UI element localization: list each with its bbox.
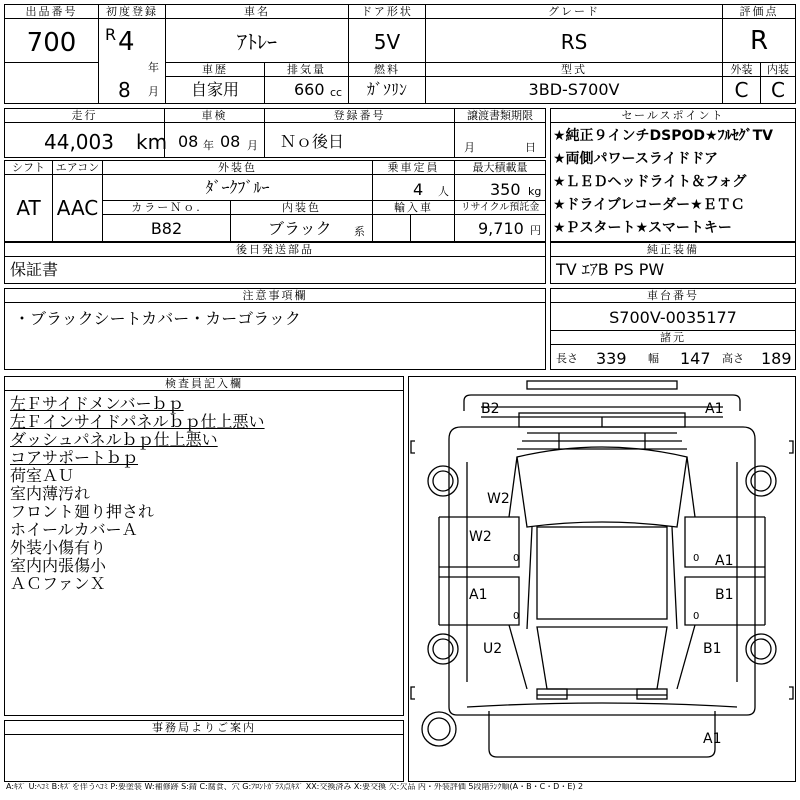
inspector-line-10: 室内内張傷小 <box>10 556 107 575</box>
small-0-2: 0 <box>693 553 700 564</box>
small-0-1: 0 <box>513 553 520 564</box>
history: 自家用 <box>190 80 239 99</box>
int-grade: C <box>771 78 785 102</box>
fuel: ｶﾞｿﾘﾝ <box>366 80 407 99</box>
int-label: 内装 <box>761 63 795 77</box>
dims-len: 339 <box>596 349 627 368</box>
inspect-label: 車検 <box>165 109 264 123</box>
dims-len-label: 長さ <box>556 352 578 365</box>
mark-w2-left-door: W2 <box>469 529 492 545</box>
reg-label: 初度登録 <box>99 5 165 19</box>
model: 3BD-S700V <box>528 80 620 99</box>
reg-era: R <box>105 25 117 44</box>
ac-label: エアコン <box>53 161 102 175</box>
regno: Ｎｏ後日 <box>280 132 345 151</box>
mark-u2: U2 <box>483 641 503 657</box>
notes-label: 注意事項欄 <box>5 289 545 303</box>
inspector-line-2: 左Ｆインサイドパネルｂｐ仕上悪い <box>10 412 265 431</box>
reg-month-unit: 月 <box>148 85 159 98</box>
inspector-line-6: 室内薄汚れ <box>10 484 91 503</box>
mileage-unit: km <box>136 130 168 154</box>
sales-points-label: セールスポイント <box>551 109 795 123</box>
color: ﾀﾞｰｸﾌﾞﾙｰ <box>205 178 270 197</box>
disp-label: 排気量 <box>265 63 348 77</box>
inspect-year: 08 <box>178 132 199 151</box>
color-label: 外装色 <box>103 161 372 175</box>
name-label: 車名 <box>166 5 348 19</box>
seats-unit: 人 <box>438 185 449 198</box>
inspector-line-1: 左Ｆサイドメンバーｂｐ <box>10 394 184 413</box>
later-parts-label: 後日発送部品 <box>5 243 545 257</box>
car-diagram <box>409 377 795 781</box>
small-0-3: 0 <box>513 611 520 622</box>
chassis: S700V-0035177 <box>609 308 737 327</box>
inspect-month: 08 <box>220 132 241 151</box>
grade-label: グレード <box>426 5 722 19</box>
mark-b2: B2 <box>481 401 500 417</box>
inspector-line-5: 荷室ＡＵ <box>10 466 75 485</box>
later-parts: 保証書 <box>10 260 59 279</box>
notes: ・ブラックシートカバー・カーゴラック <box>14 309 301 328</box>
mark-a1-left-rear: A1 <box>469 587 488 603</box>
inspector-line-9: 外装小傷有り <box>10 538 107 557</box>
seats: 4 <box>413 180 424 199</box>
displacement: 660 <box>294 80 325 99</box>
colorno: B82 <box>150 219 183 238</box>
inspector-line-11: ＡＣファンＸ <box>10 574 106 593</box>
reg-year-unit: 年 <box>148 61 159 74</box>
mileage: 44,003 <box>44 130 114 154</box>
small-0-4: 0 <box>693 611 700 622</box>
lot-number: 700 <box>26 28 77 58</box>
office-label: 事務局よりご案内 <box>5 721 403 735</box>
regno-label: 登録番号 <box>265 109 454 123</box>
mark-a1-front: A1 <box>705 401 724 417</box>
mark-a1-rear: A1 <box>703 731 722 747</box>
inspector-line-7: フロント廻り押され <box>10 502 155 521</box>
ext-label: 外装 <box>723 63 760 77</box>
legend: A:ｷｽﾞ U:ﾍｺﾐ B:ｷｽﾞを伴うﾍｺﾐ P:要塗装 W:補修跡 S:錆 C:腐食、穴 G:ﾌﾛﾝﾄｶﾞﾗｽ点ｷｽﾞ XX:交換済み X:要交換 欠:欠品 内・外装評価 5段階ﾗﾝｸ順(A・B・C・D・E) 2 <box>6 783 584 791</box>
intcolor: ブラック <box>268 219 332 238</box>
dims-wid: 147 <box>680 349 711 368</box>
transfer-day: 日 <box>525 141 536 154</box>
reg-year: 4 <box>118 27 135 57</box>
shift: AT <box>16 196 41 220</box>
genuine: TV ｴｱB PS PW <box>556 260 665 279</box>
ext-grade: C <box>734 78 749 102</box>
dims-hei: 189 <box>761 349 792 368</box>
dims-label: 諸元 <box>551 331 795 345</box>
dims-wid-label: 幅 <box>648 352 659 365</box>
grade: RS <box>560 30 588 54</box>
sales-point-3: ★ＬＥＤヘッドライト＆フォグ <box>553 174 747 190</box>
car-name: ｱﾄﾚｰ <box>237 30 277 54</box>
mark-b1-right-quarter: B1 <box>703 641 722 657</box>
reg-month: 8 <box>118 78 131 102</box>
inspector-line-8: ホイールカバーＡ <box>10 520 138 539</box>
sales-point-1: ★純正９インチDSPOD★ﾌﾙｾｸﾞTV <box>553 128 773 144</box>
load-unit: kg <box>528 185 542 198</box>
intcolor-label: 内装色 <box>231 201 372 215</box>
sales-point-5: ★Ｐスタート★スマートキー <box>553 220 732 236</box>
score-label: 評価点 <box>723 5 795 19</box>
import-label: 輸入車 <box>373 201 454 215</box>
dims-hei-label: 高さ <box>722 352 744 365</box>
load-label: 最大積載量 <box>455 161 545 175</box>
recycle-label: リサイクル預託金 <box>455 201 545 215</box>
inspector-line-3: ダッシュパネルｂｐ仕上悪い <box>10 430 218 449</box>
chassis-label: 車台番号 <box>551 289 795 303</box>
shift-label: シフト <box>5 161 52 175</box>
recycle-unit: 円 <box>530 224 541 237</box>
score: R <box>749 26 769 56</box>
intcolor-unit: 系 <box>354 225 365 238</box>
mileage-label: 走行 <box>5 109 164 123</box>
genuine-label: 純正装備 <box>551 243 795 257</box>
transfer-label: 譲渡書類期限 <box>455 109 545 123</box>
mark-a1-right-door: A1 <box>715 553 734 569</box>
mark-b1-right-rear: B1 <box>715 587 734 603</box>
sales-point-4: ★ドライブレコーダー★ＥＴＣ <box>553 197 745 213</box>
history-label: 車歴 <box>166 63 264 77</box>
model-label: 型式 <box>426 63 722 77</box>
seats-label: 乗車定員 <box>373 161 454 175</box>
inspect-month-unit: 月 <box>247 139 258 152</box>
sales-point-2: ★両側パワースライドドア <box>553 151 719 167</box>
recycle: 9,710 <box>478 219 524 238</box>
door-label: ドア形状 <box>349 5 425 19</box>
colorno-label: カラーＮｏ. <box>103 201 230 215</box>
transfer-month: 月 <box>464 141 475 154</box>
lot-label: 出品番号 <box>5 5 98 19</box>
mark-w2-left-fender: W2 <box>487 491 510 507</box>
disp-unit: cc <box>330 86 343 99</box>
inspect-year-unit: 年 <box>203 139 214 152</box>
inspector-line-4: コアサポートｂｐ <box>10 448 139 467</box>
door-type: 5V <box>373 30 401 54</box>
fuel-label: 燃料 <box>349 63 425 77</box>
load: 350 <box>490 180 521 199</box>
ac: AAC <box>56 196 99 220</box>
inspector-label: 検査員記入欄 <box>5 377 403 391</box>
